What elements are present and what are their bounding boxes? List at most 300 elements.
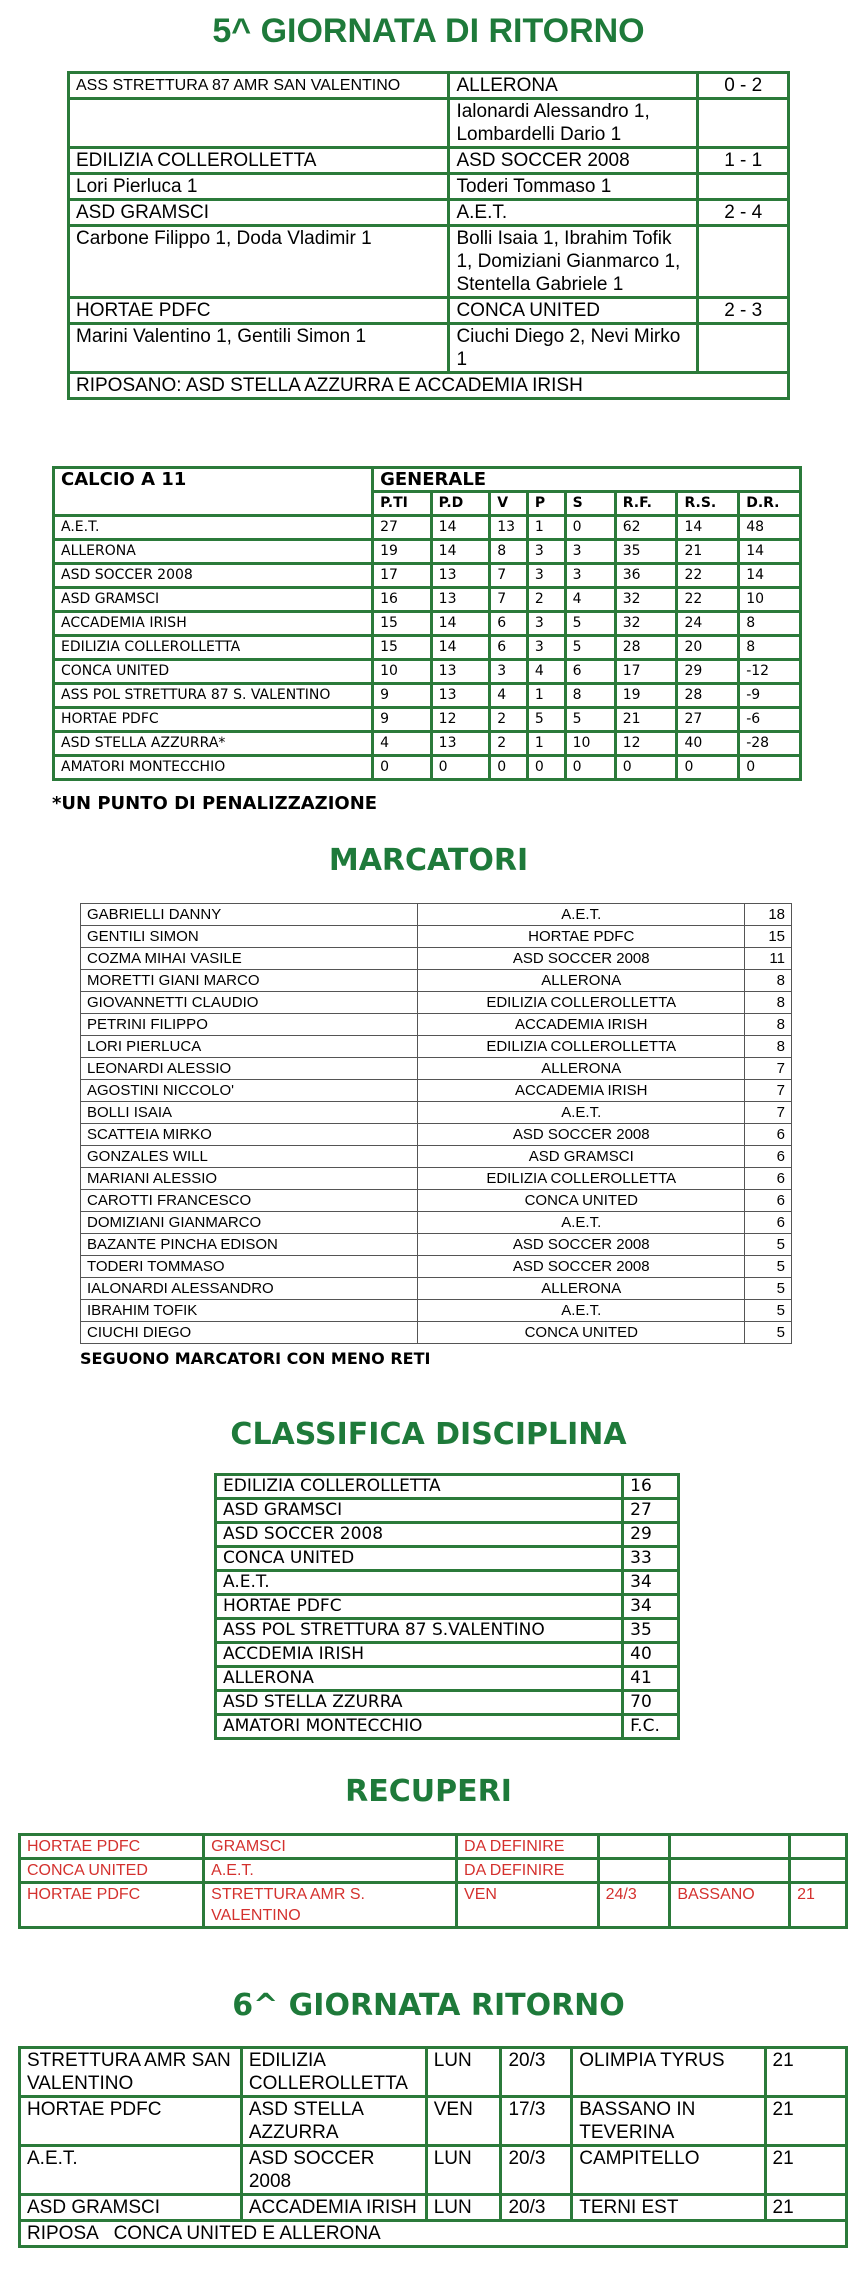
fixture-row (20, 2146, 847, 2195)
away-scorers: Ciuchi Diego 2, Nevi Mirko 1 (449, 324, 698, 373)
stat-value: 12 (615, 732, 677, 756)
stat-value: 3 (490, 660, 528, 684)
fixture-home: ASD GRAMSCI (20, 2195, 242, 2221)
disciplina-row (216, 1499, 679, 1523)
stat-value: 13 (431, 732, 490, 756)
team-name: CONCA UNITED (216, 1547, 623, 1571)
scorer-name: BAZANTE PINCHA EDISON (81, 1234, 418, 1256)
recupero-row (20, 1835, 847, 1859)
results-table (67, 71, 790, 400)
stat-value: 14 (431, 636, 490, 660)
home-scorers: Lori Pierluca 1 (69, 174, 449, 200)
disciplina-row (216, 1475, 679, 1499)
scorer-team: A.E.T. (418, 904, 745, 926)
recupero-row (20, 1859, 847, 1883)
scorer-row (81, 948, 792, 970)
scorer-team: ALLERONA (418, 1058, 745, 1080)
fixture-away: ASD SOCCER 2008 (241, 2146, 426, 2195)
recupero-date (598, 1859, 670, 1883)
scorer-name: CIUCHI DIEGO (81, 1322, 418, 1344)
fixture-time: 21 (765, 2195, 846, 2221)
scorer-name: GABRIELLI DANNY (81, 904, 418, 926)
match-row (69, 298, 789, 324)
score: 0 - 2 (698, 73, 789, 99)
scorer-row (81, 1080, 792, 1102)
col-header: D.R. (739, 492, 801, 516)
recupero-date: 24/3 (598, 1883, 670, 1928)
team-name: ASD SOCCER 2008 (216, 1523, 623, 1547)
stat-value: 0 (373, 756, 432, 780)
standings-row (54, 732, 801, 756)
away-team: ALLERONA (449, 73, 698, 99)
stat-value: 15 (373, 636, 432, 660)
scorer-row (81, 926, 792, 948)
col-header: V (490, 492, 528, 516)
stat-value: 21 (615, 708, 677, 732)
stat-value: 29 (677, 660, 739, 684)
scorer-team: ALLERONA (418, 1278, 745, 1300)
stat-value: 24 (677, 612, 739, 636)
stat-value: -6 (739, 708, 801, 732)
scorer-goals: 7 (745, 1080, 792, 1102)
disciplina-table (214, 1473, 680, 1740)
col-header: R.S. (677, 492, 739, 516)
fixture-row (20, 2097, 847, 2146)
recuperi-title: RECUPERI (345, 1774, 512, 1809)
scorer-name: GIOVANNETTI CLAUDIO (81, 992, 418, 1014)
stat-value: 0 (431, 756, 490, 780)
scorers-row (69, 324, 789, 373)
stat-value: 62 (615, 516, 677, 540)
scorer-goals: 5 (745, 1300, 792, 1322)
stat-value: 16 (373, 588, 432, 612)
team-name: A.E.T. (54, 516, 373, 540)
team-name: AMATORI MONTECCHIO (216, 1715, 623, 1739)
stat-value: 0 (615, 756, 677, 780)
scorer-name: LORI PIERLUCA (81, 1036, 418, 1058)
scorer-row (81, 992, 792, 1014)
scorer-team: ASD GRAMSCI (418, 1146, 745, 1168)
scorer-name: MORETTI GIANI MARCO (81, 970, 418, 992)
scorer-name: BOLLI ISAIA (81, 1102, 418, 1124)
disciplina-points: 35 (623, 1619, 679, 1643)
disciplina-row (216, 1547, 679, 1571)
scorer-team: ACCADEMIA IRISH (418, 1080, 745, 1102)
stat-value: 10 (565, 732, 615, 756)
stat-value: 10 (739, 588, 801, 612)
scorer-row (81, 1058, 792, 1080)
scorer-row (81, 904, 792, 926)
scorer-row (81, 1300, 792, 1322)
home-scorers (69, 99, 449, 148)
disciplina-points: 40 (623, 1643, 679, 1667)
stat-value: -12 (739, 660, 801, 684)
stat-value: 17 (615, 660, 677, 684)
disciplina-row (216, 1643, 679, 1667)
stat-value: 27 (677, 708, 739, 732)
marcatori-title: MARCATORI (328, 843, 529, 878)
scorer-team: HORTAE PDFC (418, 926, 745, 948)
col-header: S (565, 492, 615, 516)
away-team: CONCA UNITED (449, 298, 698, 324)
disciplina-row (216, 1619, 679, 1643)
scorer-name: CAROTTI FRANCESCO (81, 1190, 418, 1212)
recupero-time (790, 1835, 847, 1859)
prossima-title: 6^ GIORNATA RITORNO (232, 1988, 625, 2023)
scorer-goals: 7 (745, 1058, 792, 1080)
away-team: ASD SOCCER 2008 (449, 148, 698, 174)
disciplina-row (216, 1523, 679, 1547)
scorer-row (81, 1124, 792, 1146)
stat-value: 14 (431, 516, 490, 540)
match-row (69, 200, 789, 226)
scorer-goals: 18 (745, 904, 792, 926)
stat-value: 14 (431, 612, 490, 636)
fixture-row (20, 2048, 847, 2097)
scorer-row (81, 1278, 792, 1300)
recupero-home: CONCA UNITED (20, 1859, 204, 1883)
standings-row (54, 612, 801, 636)
stat-value: 15 (373, 612, 432, 636)
fixture-time: 21 (765, 2097, 846, 2146)
scorer-goals: 11 (745, 948, 792, 970)
disciplina-row (216, 1595, 679, 1619)
scorer-team: EDILIZIA COLLEROLLETTA (418, 992, 745, 1014)
disciplina-points: F.C. (623, 1715, 679, 1739)
scorer-name: SCATTEIA MIRKO (81, 1124, 418, 1146)
team-name: ASD GRAMSCI (216, 1499, 623, 1523)
scorer-name: DOMIZIANI GIANMARCO (81, 1212, 418, 1234)
stat-value: 32 (615, 612, 677, 636)
stat-value: 4 (565, 588, 615, 612)
fixture-away: EDILIZIA COLLEROLLETTA (241, 2048, 426, 2097)
stat-value: 6 (490, 636, 528, 660)
scorer-row (81, 1102, 792, 1124)
stat-value: 3 (565, 564, 615, 588)
stat-value: 5 (565, 636, 615, 660)
scorer-row (81, 1036, 792, 1058)
stat-value: 12 (431, 708, 490, 732)
disciplina-points: 34 (623, 1571, 679, 1595)
stat-value: 3 (527, 636, 565, 660)
stat-value: 20 (677, 636, 739, 660)
score: 2 - 3 (698, 298, 789, 324)
stat-value: 7 (490, 564, 528, 588)
scorer-goals: 6 (745, 1146, 792, 1168)
stat-value: 22 (677, 588, 739, 612)
scorer-name: IALONARDI ALESSANDRO (81, 1278, 418, 1300)
giornata-title: 5^ GIORNATA DI RITORNO (212, 12, 645, 50)
team-name: ASD GRAMSCI (54, 588, 373, 612)
stat-value: 6 (565, 660, 615, 684)
fixture-home: A.E.T. (20, 2146, 242, 2195)
standings-row (54, 540, 801, 564)
scorer-name: GENTILI SIMON (81, 926, 418, 948)
stat-value: 2 (527, 588, 565, 612)
stat-value: 32 (615, 588, 677, 612)
team-name: ACCADEMIA IRISH (54, 612, 373, 636)
stat-value: 27 (373, 516, 432, 540)
scorer-team: A.E.T. (418, 1102, 745, 1124)
disciplina-row (216, 1691, 679, 1715)
stat-value: 3 (527, 612, 565, 636)
fixture-day: LUN (426, 2048, 501, 2097)
scorer-goals: 6 (745, 1168, 792, 1190)
stat-value: 5 (565, 612, 615, 636)
standings-row (54, 684, 801, 708)
stat-value: 14 (431, 540, 490, 564)
scorers-table (80, 903, 792, 1344)
disciplina-points: 41 (623, 1667, 679, 1691)
standings-row (54, 708, 801, 732)
scorer-team: CONCA UNITED (418, 1190, 745, 1212)
team-name: ASD STELLA ZZURRA (216, 1691, 623, 1715)
col-header: P.D (431, 492, 490, 516)
stat-value: 4 (373, 732, 432, 756)
stat-value: 19 (615, 684, 677, 708)
recupero-date (598, 1835, 670, 1859)
scorer-team: ASD SOCCER 2008 (418, 1234, 745, 1256)
disciplina-points: 33 (623, 1547, 679, 1571)
stat-value: 3 (527, 564, 565, 588)
team-name: ASS POL STRETTURA 87 S. VALENTINO (54, 684, 373, 708)
score: 1 - 1 (698, 148, 789, 174)
recupero-away: STRETTURA AMR S. VALENTINO (204, 1883, 457, 1928)
fixture-venue: BASSANO IN TEVERINA (572, 2097, 765, 2146)
scorer-team: EDILIZIA COLLEROLLETTA (418, 1168, 745, 1190)
team-name: EDILIZIA COLLEROLLETTA (54, 636, 373, 660)
scorer-row (81, 1212, 792, 1234)
home-scorers: Carbone Filippo 1, Doda Vladimir 1 (69, 226, 449, 298)
scorer-row (81, 1014, 792, 1036)
score: 2 - 4 (698, 200, 789, 226)
stat-value: 0 (677, 756, 739, 780)
stat-value: 0 (565, 756, 615, 780)
stat-value: 8 (739, 612, 801, 636)
stat-value: 21 (677, 540, 739, 564)
scorer-goals: 5 (745, 1234, 792, 1256)
disciplina-points: 27 (623, 1499, 679, 1523)
stat-value: 0 (490, 756, 528, 780)
standings-row (54, 756, 801, 780)
stat-value: 0 (527, 756, 565, 780)
scorer-goals: 8 (745, 970, 792, 992)
recupero-venue (670, 1835, 790, 1859)
scorer-team: EDILIZIA COLLEROLLETTA (418, 1036, 745, 1058)
stat-value: 6 (490, 612, 528, 636)
riposa-text: RIPOSA CONCA UNITED E ALLERONA (20, 2221, 847, 2247)
scorer-row (81, 1256, 792, 1278)
stat-value: 0 (739, 756, 801, 780)
stat-value: 40 (677, 732, 739, 756)
scorer-team: A.E.T. (418, 1300, 745, 1322)
match-row (69, 148, 789, 174)
fixture-day: LUN (426, 2195, 501, 2221)
fixture-home: HORTAE PDFC (20, 2097, 242, 2146)
header-left: CALCIO A 11 (54, 468, 373, 516)
penalty-note: *UN PUNTO DI PENALIZZAZIONE (52, 793, 378, 814)
team-name: ASS POL STRETTURA 87 S.VALENTINO (216, 1619, 623, 1643)
scorer-name: PETRINI FILIPPO (81, 1014, 418, 1036)
scorer-row (81, 970, 792, 992)
scorer-row (81, 1146, 792, 1168)
fixture-away: ACCADEMIA IRISH (241, 2195, 426, 2221)
team-name: ACCDEMIA IRISH (216, 1643, 623, 1667)
scorer-team: ALLERONA (418, 970, 745, 992)
recupero-away: GRAMSCI (204, 1835, 457, 1859)
scorer-goals: 7 (745, 1102, 792, 1124)
recupero-venue (670, 1859, 790, 1883)
recupero-venue: BASSANO (670, 1883, 790, 1928)
disciplina-row (216, 1571, 679, 1595)
scorer-goals: 6 (745, 1124, 792, 1146)
stat-value: 9 (373, 684, 432, 708)
col-header: R.F. (615, 492, 677, 516)
scorer-name: COZMA MIHAI VASILE (81, 948, 418, 970)
stat-value: 1 (527, 516, 565, 540)
away-scorers: Toderi Tommaso 1 (449, 174, 698, 200)
standings-row (54, 588, 801, 612)
scorer-name: IBRAHIM TOFIK (81, 1300, 418, 1322)
disciplina-points: 16 (623, 1475, 679, 1499)
fixture-row (20, 2195, 847, 2221)
team-name: HORTAE PDFC (216, 1595, 623, 1619)
recuperi-table (18, 1833, 848, 1929)
recupero-day: DA DEFINIRE (457, 1859, 599, 1883)
scorer-team: CONCA UNITED (418, 1322, 745, 1344)
disciplina-points: 29 (623, 1523, 679, 1547)
recupero-day: DA DEFINIRE (457, 1835, 599, 1859)
scorer-name: AGOSTINI NICCOLO' (81, 1080, 418, 1102)
fixtures-table (18, 2046, 848, 2248)
stat-value: 8 (739, 636, 801, 660)
standings-table (52, 466, 802, 781)
recupero-row (20, 1883, 847, 1928)
stat-value: 7 (490, 588, 528, 612)
recupero-away: A.E.T. (204, 1859, 457, 1883)
fixture-day: LUN (426, 2146, 501, 2195)
stat-value: 14 (677, 516, 739, 540)
scorer-goals: 15 (745, 926, 792, 948)
scorer-row (81, 1234, 792, 1256)
team-name: EDILIZIA COLLEROLLETTA (216, 1475, 623, 1499)
fixture-date: 20/3 (501, 2146, 572, 2195)
scorers-row (69, 174, 789, 200)
team-name: ASD SOCCER 2008 (54, 564, 373, 588)
disciplina-points: 70 (623, 1691, 679, 1715)
col-header: P.TI (373, 492, 432, 516)
fixture-away: ASD STELLA AZZURRA (241, 2097, 426, 2146)
fixture-time: 21 (765, 2146, 846, 2195)
standings-row (54, 516, 801, 540)
fixture-venue: OLIMPIA TYRUS (572, 2048, 765, 2097)
standings-row (54, 564, 801, 588)
recupero-home: HORTAE PDFC (20, 1883, 204, 1928)
fixture-venue: CAMPITELLO (572, 2146, 765, 2195)
fixture-date: 20/3 (501, 2048, 572, 2097)
stat-value: 3 (565, 540, 615, 564)
stat-value: 13 (431, 660, 490, 684)
disciplina-title: CLASSIFICA DISCIPLINA (230, 1417, 627, 1452)
scorer-goals: 6 (745, 1190, 792, 1212)
header-right: GENERALE (373, 468, 801, 492)
col-header: P (527, 492, 565, 516)
fixture-date: 17/3 (501, 2097, 572, 2146)
scorer-goals: 8 (745, 1014, 792, 1036)
recupero-home: HORTAE PDFC (20, 1835, 204, 1859)
fixture-venue: TERNI EST (572, 2195, 765, 2221)
stat-value: 0 (565, 516, 615, 540)
scorer-name: TODERI TOMMASO (81, 1256, 418, 1278)
fixture-home: STRETTURA AMR SAN VALENTINO (20, 2048, 242, 2097)
team-name: CONCA UNITED (54, 660, 373, 684)
scorer-goals: 6 (745, 1212, 792, 1234)
stat-value: 8 (565, 684, 615, 708)
stat-value: 14 (739, 540, 801, 564)
stat-value: -28 (739, 732, 801, 756)
scorer-row (81, 1190, 792, 1212)
scorer-team: ASD SOCCER 2008 (418, 948, 745, 970)
stat-value: 1 (527, 684, 565, 708)
standings-row (54, 660, 801, 684)
standings-row (54, 636, 801, 660)
disciplina-row (216, 1715, 679, 1739)
stat-value: 5 (527, 708, 565, 732)
team-name: A.E.T. (216, 1571, 623, 1595)
team-name: ALLERONA (54, 540, 373, 564)
stat-value: 8 (490, 540, 528, 564)
riposano-text: RIPOSANO: ASD STELLA AZZURRA E ACCADEMIA IRISH (69, 373, 789, 399)
stat-value: 17 (373, 564, 432, 588)
scorer-team: A.E.T. (418, 1212, 745, 1234)
riposano-row (69, 373, 789, 399)
home-team: ASD GRAMSCI (69, 200, 449, 226)
stat-value: 28 (615, 636, 677, 660)
fixture-day: VEN (426, 2097, 501, 2146)
home-scorers: Marini Valentino 1, Gentili Simon 1 (69, 324, 449, 373)
stat-value: 13 (490, 516, 528, 540)
scorer-goals: 8 (745, 992, 792, 1014)
stat-value: 36 (615, 564, 677, 588)
scorer-team: ASD SOCCER 2008 (418, 1124, 745, 1146)
home-team: ASS STRETTURA 87 AMR SAN VALENTINO (69, 73, 449, 99)
stat-value: 13 (431, 684, 490, 708)
scorer-goals: 5 (745, 1322, 792, 1344)
stat-value: 14 (739, 564, 801, 588)
stat-value: 22 (677, 564, 739, 588)
stat-value: 5 (565, 708, 615, 732)
fixture-date: 20/3 (501, 2195, 572, 2221)
away-scorers: Bolli Isaia 1, Ibrahim Tofik 1, Domiziani Gianmarco 1, Stentella Gabriele 1 (449, 226, 698, 298)
stat-value: 9 (373, 708, 432, 732)
stat-value: 2 (490, 732, 528, 756)
stat-value: 4 (490, 684, 528, 708)
home-team: EDILIZIA COLLEROLLETTA (69, 148, 449, 174)
scorer-team: ACCADEMIA IRISH (418, 1014, 745, 1036)
stat-value: 4 (527, 660, 565, 684)
team-name: ALLERONA (216, 1667, 623, 1691)
match-row (69, 73, 789, 99)
team-name: ASD STELLA AZZURRA* (54, 732, 373, 756)
stat-value: 3 (527, 540, 565, 564)
scorers-note: SEGUONO MARCATORI CON MENO RETI (80, 1349, 431, 1368)
away-team: A.E.T. (449, 200, 698, 226)
stat-value: 35 (615, 540, 677, 564)
scorer-goals: 5 (745, 1256, 792, 1278)
scorers-row (69, 99, 789, 148)
stat-value: 13 (431, 588, 490, 612)
scorer-row (81, 1168, 792, 1190)
